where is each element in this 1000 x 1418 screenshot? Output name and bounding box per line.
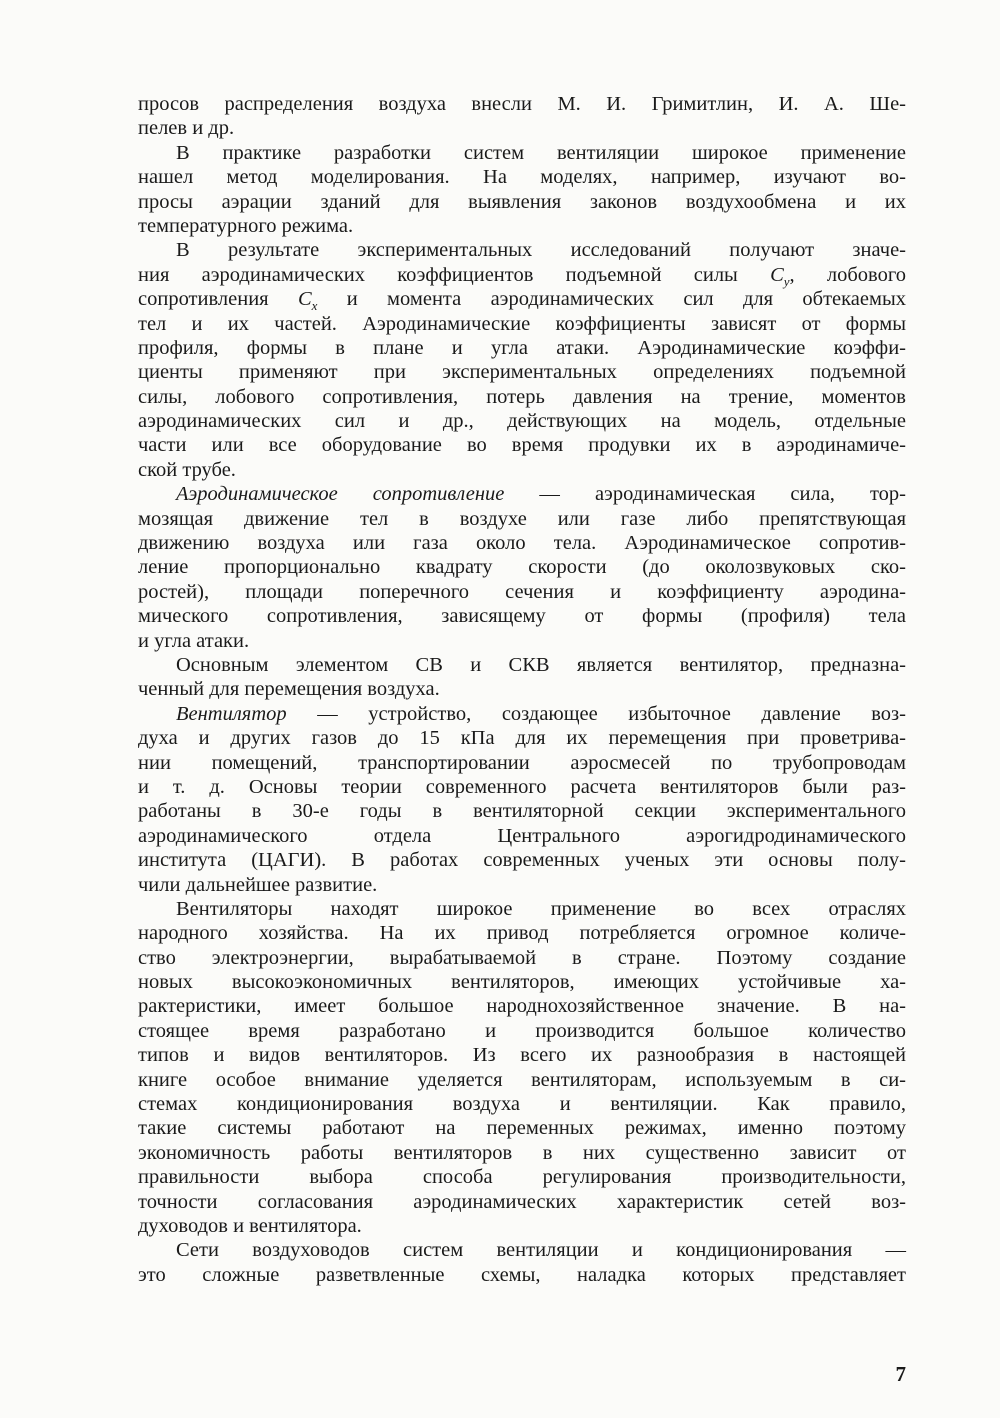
text-line: Сети воздуховодов систем вентиляции и кондиционирования — — [176, 1239, 906, 1262]
text-line: ство электроэнергии, вырабатываемой в стране. Поэтому создание — [138, 946, 906, 969]
text-line: новых высокоэкономичных вентиляторов, имеющих устойчивые ха- — [138, 971, 906, 994]
text-line: пелев и др. — [138, 117, 235, 140]
text-line: мозящая движение тел в воздухе или газе либо препятствующая — [138, 507, 906, 530]
text-line: мического сопротивления, зависящему от формы (профиля) тела — [138, 605, 906, 628]
text-line: нашел метод моделирования. На моделях, например, изучают во- — [138, 166, 906, 189]
text-line: аэродинамических сил и др., действующих на модель, отдельные — [138, 410, 906, 433]
text-line: просы аэрации зданий для выявления законов воздухообмена и их — [138, 190, 906, 213]
text-line: народного хозяйства. На их привод потребляется огромное количе- — [138, 922, 906, 945]
text-line: ченный для перемещения воздуха. — [138, 678, 440, 701]
text-line: ской трубе. — [138, 458, 236, 481]
text-line: движению воздуха или газа около тела. Аэродинамическое сопротив- — [138, 532, 906, 555]
text-line: чили дальнейшее развитие. — [138, 873, 378, 896]
text-line: сопротивления $C_x$ и момента аэродинамических сил для обтекаемых — [138, 288, 906, 314]
text-line: точности согласования аэродинамических характеристик сетей воз- — [138, 1190, 906, 1213]
text-line: стемах кондиционирования воздуха и вентиляции. Как правило, — [138, 1093, 906, 1116]
text-line: тел и их частей. Аэродинамические коэффициенты зависят от формы — [138, 312, 906, 335]
text-line: книге особое внимание уделяется вентиляторам, используемым в си- — [138, 1068, 906, 1091]
text-line: Вентиляторы находят широкое применение во всех отраслях — [176, 897, 906, 920]
text-line: и т. д. Основы теории современного расчета вентиляторов были раз- — [138, 775, 906, 798]
text-line: силы, лобового сопротивления, потерь давления на трение, моментов — [138, 385, 906, 408]
body-text — [138, 92, 906, 1287]
text-line: типов и видов вентиляторов. Из всего их разнообразия в настоящей — [138, 1044, 906, 1067]
text-line: и угла атаки. — [138, 629, 250, 652]
text-line: Основным элементом СВ и СКВ является вентилятор, предназна- — [176, 653, 906, 676]
page-number: 7 — [895, 1362, 906, 1386]
text-line: рактеристики, имеет большое народнохозяйственное значение. В на- — [138, 995, 906, 1018]
text-line: нии помещений, транспортировании аэросмесей по трубопроводам — [138, 751, 906, 774]
text-line: духоводов и вентилятора. — [138, 1214, 362, 1237]
text-line: циенты применяют при экспериментальных определениях подъемной — [138, 361, 906, 384]
text-line: Аэродинамическое сопротивление — аэродинамическая сила, тор- — [176, 483, 906, 506]
text-line: части или все оборудование во время продувки их в аэродинамиче- — [138, 434, 906, 457]
text-line: правильности выбора способа регулирования производительности, — [138, 1166, 906, 1189]
text-line: экономичность работы вентиляторов в них существенно зависит от — [138, 1141, 906, 1164]
text-line: ния аэродинамических коэффициентов подъемной силы $C_y$, лобового — [138, 263, 906, 289]
text-line: профиля, формы в плане и угла атаки. Аэродинамические коэффи- — [138, 336, 906, 359]
text-line: института (ЦАГИ). В работах современных ученых эти основы полу- — [138, 849, 906, 872]
text-line: аэродинамического отдела Центрального аэрогидродинамического — [138, 824, 906, 847]
text-line: просов распределения воздуха внесли М. И. Гримитлин, И. А. Ше- — [138, 93, 906, 115]
text-line: работаны в 30-е годы в вентиляторной секции экспериментального — [138, 800, 906, 823]
text-line: Вентилятор — устройство, создающее избыточное давление воз- — [176, 702, 906, 725]
text-line: В результате экспериментальных исследований получают значе- — [176, 239, 906, 262]
text-line: духа и других газов до 15 кПа для их перемещения при проветрива- — [138, 727, 906, 750]
text-line: В практике разработки систем вентиляции широкое применение — [176, 141, 906, 164]
text-line: температурного режима. — [138, 214, 354, 237]
text-line: ление пропорционально квадрату скорости (до околозвуковых ско- — [138, 556, 906, 579]
text-line: это сложные разветвленные схемы, наладка которых представляет — [138, 1263, 906, 1286]
text-line: ростей), площади поперечного сечения и коэффициенту аэродина- — [138, 580, 906, 603]
text-line: такие системы работают на переменных режимах, именно поэтому — [138, 1117, 906, 1140]
text-line: стоящее время разработано и производится большое количество — [138, 1019, 906, 1042]
